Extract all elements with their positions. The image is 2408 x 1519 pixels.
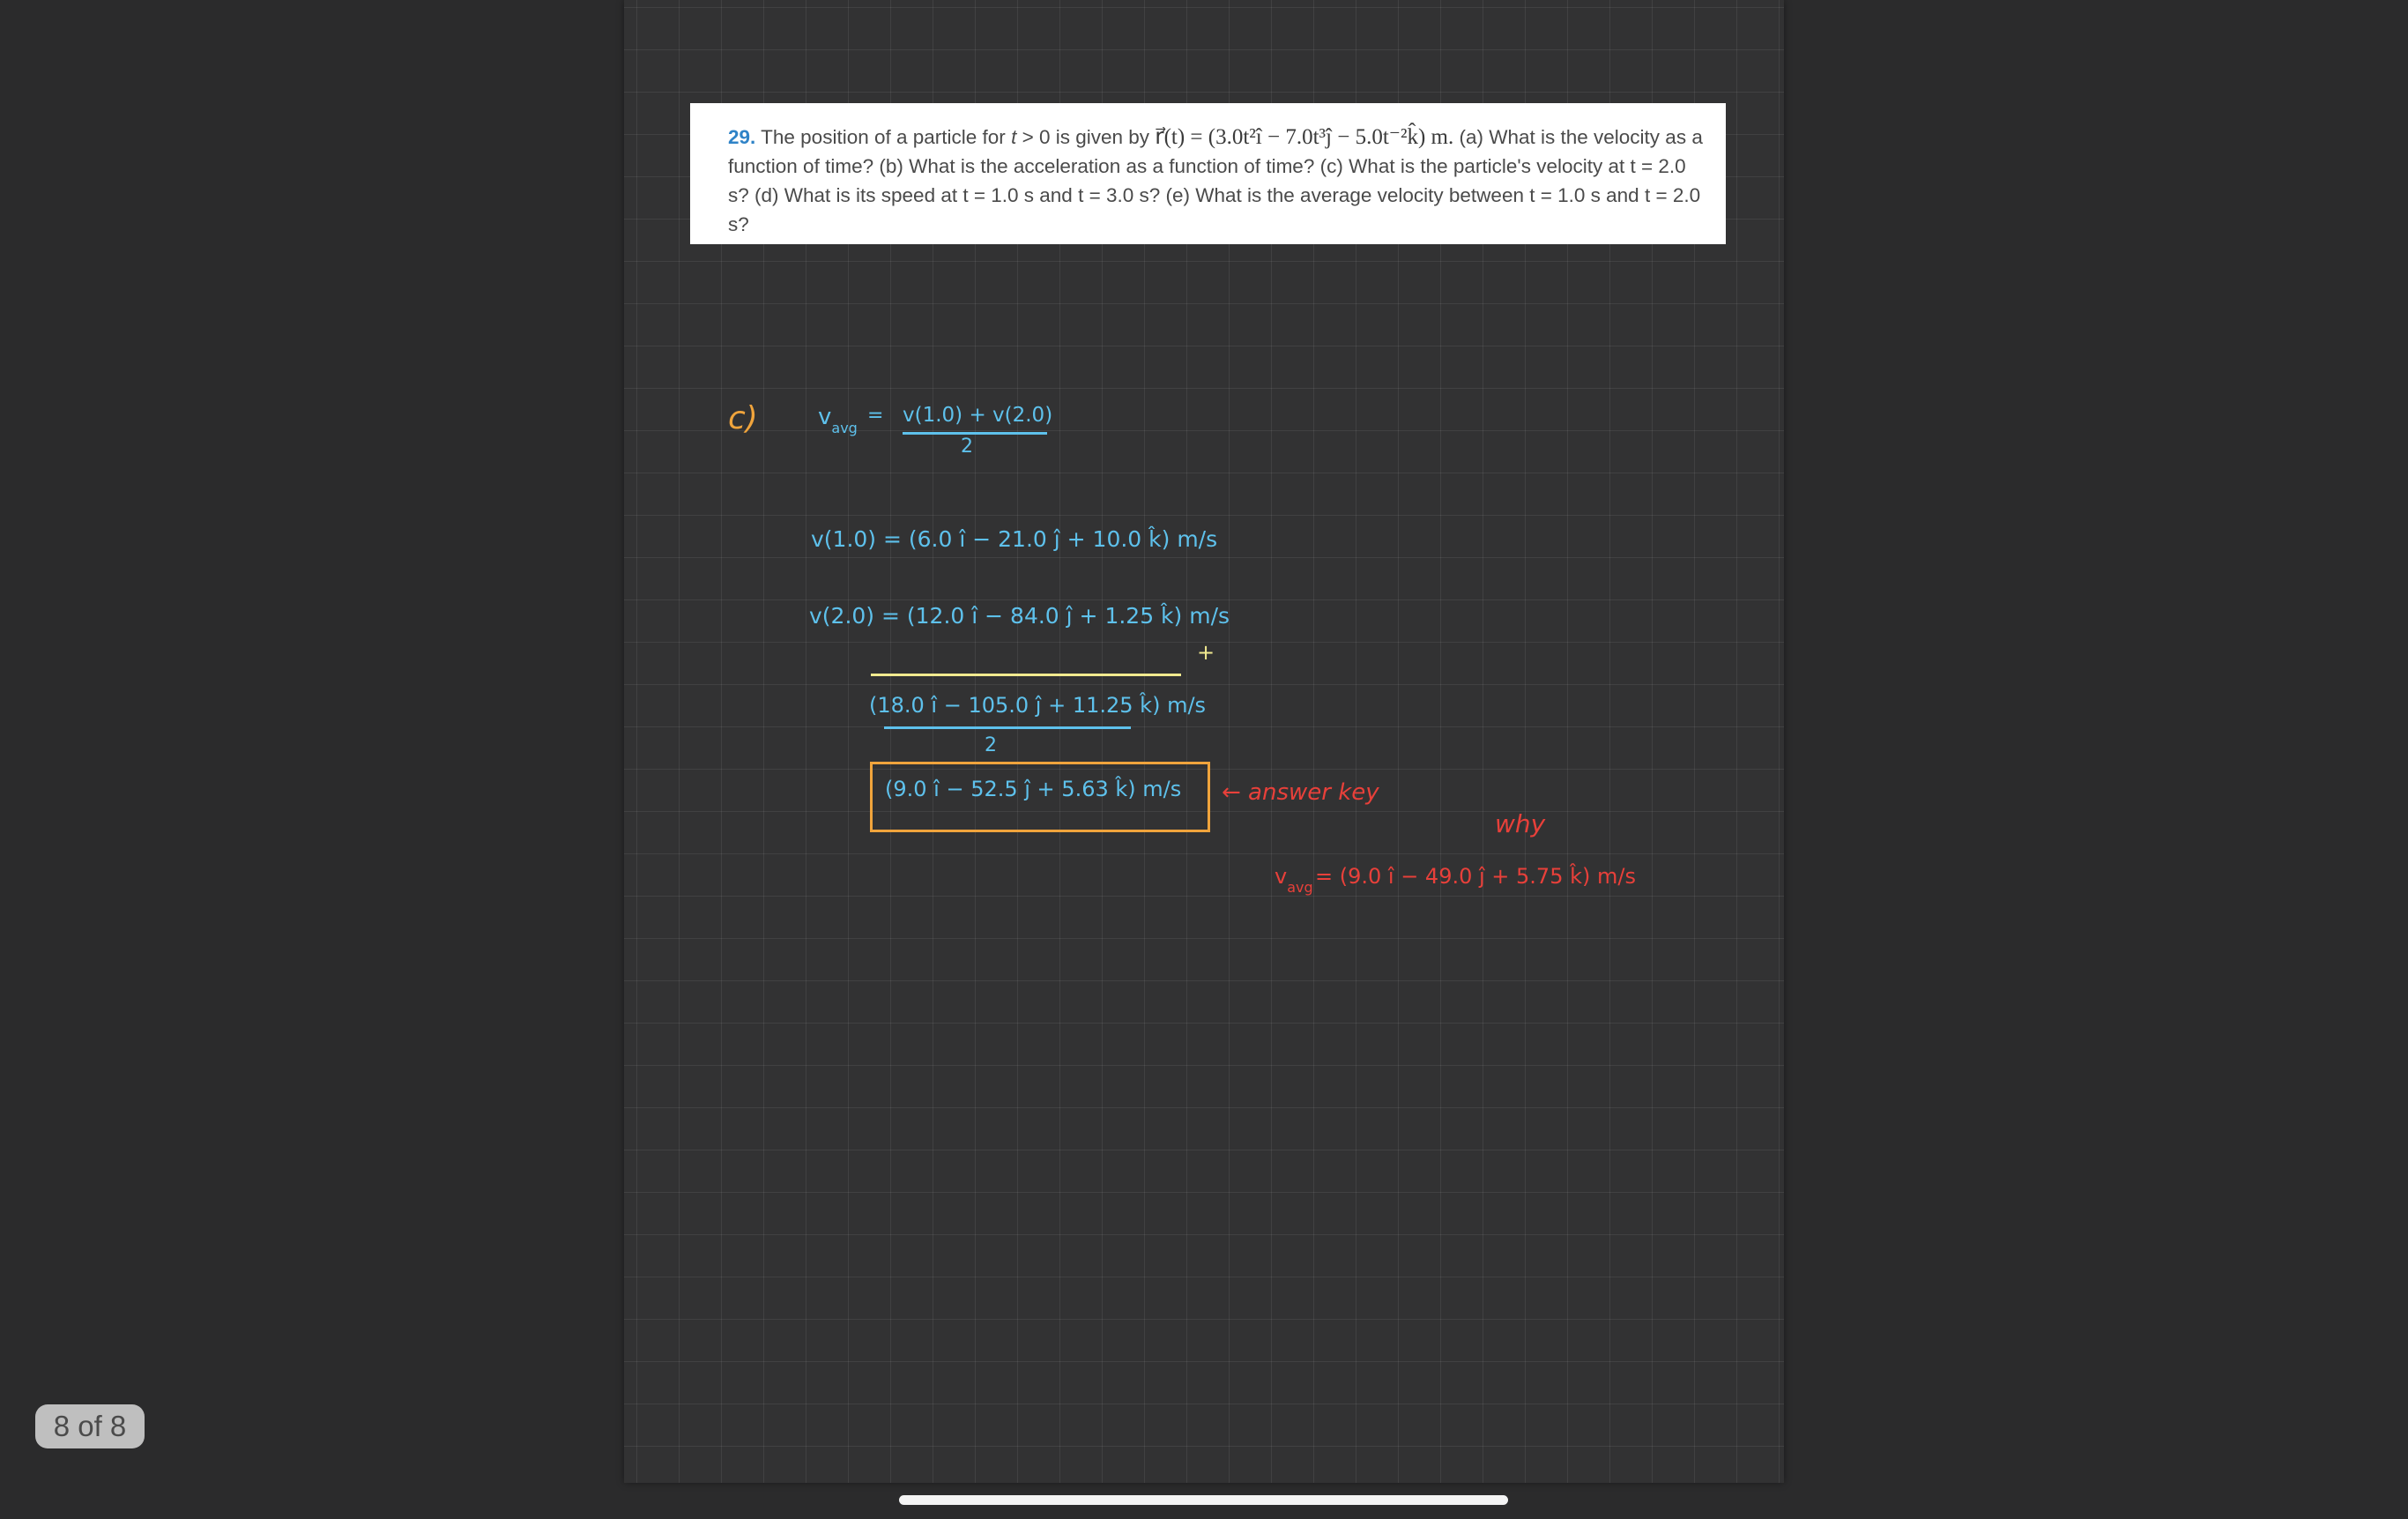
fraction-denominator: 2: [961, 436, 973, 458]
question-cond-var: t: [1011, 126, 1017, 148]
vavg-sub: avg: [831, 420, 858, 436]
question-t3: t = 3.0 s? (e) What is the average velocity between: [1078, 184, 1530, 206]
fraction-bar: [903, 432, 1047, 435]
question-intro: The position of a particle for: [761, 126, 1006, 148]
part-label: c): [728, 400, 758, 436]
key-vavg-v: v: [1275, 864, 1288, 889]
v1-equation: v(1.0) = (6.0 î − 21.0 ĵ + 10.0 k̂) m/s: [811, 526, 1218, 552]
home-indicator[interactable]: [899, 1495, 1508, 1505]
sum-equation: (18.0 î − 105.0 ĵ + 11.25 k̂) m/s: [869, 693, 1207, 718]
sum-fraction-bar: [884, 726, 1131, 729]
answer-key-note: ← answer key: [1222, 779, 1379, 806]
vavg-equals: =: [867, 405, 884, 427]
question-t2: t = 1.0 s and: [962, 184, 1079, 206]
question-parts: (a) What is the velocity as a function of time? (b) What is the acceleration as a function of time? (c) What is the particle's velocity at: [728, 126, 1703, 177]
question-card: [690, 103, 1726, 244]
vavg-v: v: [818, 404, 832, 430]
position-formula: r⃗(t) = (3.0t²î − 7.0t³ĵ − 5.0t⁻²k̂) m.: [1155, 125, 1454, 149]
page-indicator: 8 of 8: [35, 1404, 145, 1448]
question-cond-rel: > 0 is given by: [1016, 126, 1156, 148]
question-t1: t = 2.0 s? (d) What is its speed at: [728, 155, 1686, 206]
result-equation: (9.0 î − 52.5 ĵ + 5.63 k̂) m/s: [885, 777, 1182, 801]
question-number: 29.: [728, 126, 756, 148]
v2-equation: v(2.0) = (12.0 î − 84.0 ĵ + 1.25 k̂) m/s: [809, 603, 1230, 629]
sum-denominator: 2: [985, 734, 997, 756]
why-note: why: [1495, 809, 1546, 838]
vavg-symbol: [818, 404, 858, 436]
fraction-numerator: v(1.0) + v(2.0): [903, 404, 1053, 427]
key-vavg-symbol: [1275, 864, 1313, 896]
question-t5: t = 2.0 s?: [728, 184, 1701, 235]
plus-sign: +: [1197, 640, 1215, 665]
sum-rule-line: [871, 674, 1181, 676]
key-equation: = (9.0 î − 49.0 ĵ + 5.75 k̂) m/s: [1315, 864, 1636, 889]
question-t4: t = 1.0 s and: [1529, 184, 1645, 206]
key-vavg-sub: avg: [1287, 879, 1313, 896]
